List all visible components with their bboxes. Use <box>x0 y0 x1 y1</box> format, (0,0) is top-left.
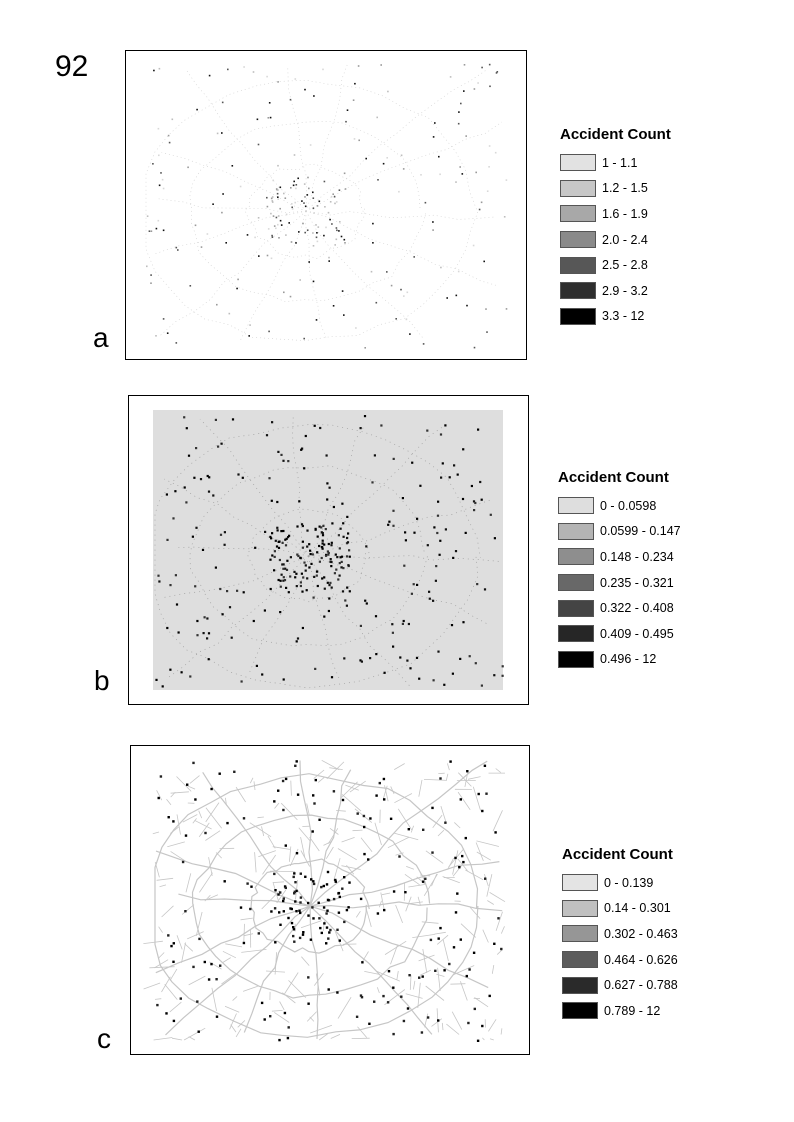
legend-swatch <box>562 977 598 994</box>
legend-b <box>558 469 681 672</box>
legend-range-label: 3.3 - 12 <box>602 309 645 324</box>
legend-range-label: 1.6 - 1.9 <box>602 206 648 221</box>
legend-range-label: 1.2 - 1.5 <box>602 181 648 196</box>
accident-points <box>156 760 502 1042</box>
street-network <box>143 760 505 1040</box>
legend-swatch <box>560 257 596 274</box>
legend-row <box>558 519 681 545</box>
legend-row <box>562 896 678 922</box>
legend-row <box>560 150 671 176</box>
accident-map-c <box>131 746 529 1054</box>
accident-map-a <box>126 51 526 359</box>
legend-swatch <box>558 497 594 514</box>
legend-row <box>560 278 671 304</box>
legend-row <box>562 921 678 947</box>
legend-swatch <box>558 625 594 642</box>
legend-row <box>562 998 678 1024</box>
legend-title: Accident Count <box>558 469 669 486</box>
accident-points <box>155 415 503 688</box>
legend-range-label: 0.464 - 0.626 <box>604 952 678 967</box>
legend-swatch <box>558 574 594 591</box>
legend-range-label: 2.9 - 3.2 <box>602 283 648 298</box>
legend-row <box>560 201 671 227</box>
legend-swatch <box>560 180 596 197</box>
legend-range-label: 2.0 - 2.4 <box>602 232 648 247</box>
legend-range-label: 0.496 - 12 <box>600 652 657 667</box>
legend-row <box>562 870 678 896</box>
legend-swatch <box>560 308 596 325</box>
legend-range-label: 0 - 0.139 <box>604 875 654 890</box>
legend-range-label: 0.302 - 0.463 <box>604 926 678 941</box>
legend-row <box>558 647 681 673</box>
legend-range-label: 2.5 - 2.8 <box>602 258 648 273</box>
legend-swatch <box>558 651 594 668</box>
map-panel-a <box>125 50 527 360</box>
legend-row <box>560 227 671 253</box>
legend-swatch <box>560 205 596 222</box>
legend-row <box>562 972 678 998</box>
legend-swatch <box>560 282 596 299</box>
accident-map-b <box>129 396 528 704</box>
legend-row <box>562 947 678 973</box>
legend-swatch <box>558 600 594 617</box>
legend-range-label: 0.14 - 0.301 <box>604 901 671 916</box>
map-panel-b <box>128 395 529 705</box>
legend-swatch <box>562 1002 598 1019</box>
panel-label-c: c <box>97 1023 111 1054</box>
legend-a <box>560 126 671 329</box>
accident-points <box>146 64 507 349</box>
legend-range-label: 0.789 - 12 <box>604 1003 661 1018</box>
legend-c <box>562 846 678 1024</box>
legend-row <box>560 304 671 330</box>
legend-row <box>558 544 681 570</box>
panel-label-b: b <box>94 665 110 696</box>
legend-row <box>558 621 681 647</box>
page-number: 92 <box>55 50 89 83</box>
legend-range-label: 0.148 - 0.234 <box>600 549 674 564</box>
legend-swatch <box>562 900 598 917</box>
legend-swatch <box>558 548 594 565</box>
legend-swatch <box>560 154 596 171</box>
legend-row <box>558 493 681 519</box>
legend-title: Accident Count <box>560 126 671 143</box>
legend-row <box>560 252 671 278</box>
legend-range-label: 0.322 - 0.408 <box>600 601 674 616</box>
legend-row <box>558 570 681 596</box>
legend-swatch <box>558 523 594 540</box>
panel-label-a: a <box>93 322 109 353</box>
legend-row <box>560 176 671 202</box>
legend-range-label: 0.0599 - 0.147 <box>600 524 681 539</box>
map-panel-c <box>130 745 530 1055</box>
legend-range-label: 1 - 1.1 <box>602 155 638 170</box>
legend-range-label: 0 - 0.0598 <box>600 498 657 513</box>
legend-swatch <box>562 951 598 968</box>
legend-range-label: 0.409 - 0.495 <box>600 626 674 641</box>
legend-range-label: 0.235 - 0.321 <box>600 575 674 590</box>
legend-title: Accident Count <box>562 846 673 863</box>
legend-range-label: 0.627 - 0.788 <box>604 978 678 993</box>
legend-swatch <box>560 231 596 248</box>
legend-swatch <box>562 874 598 891</box>
legend-row <box>558 595 681 621</box>
street-network <box>146 63 502 342</box>
legend-swatch <box>562 925 598 942</box>
